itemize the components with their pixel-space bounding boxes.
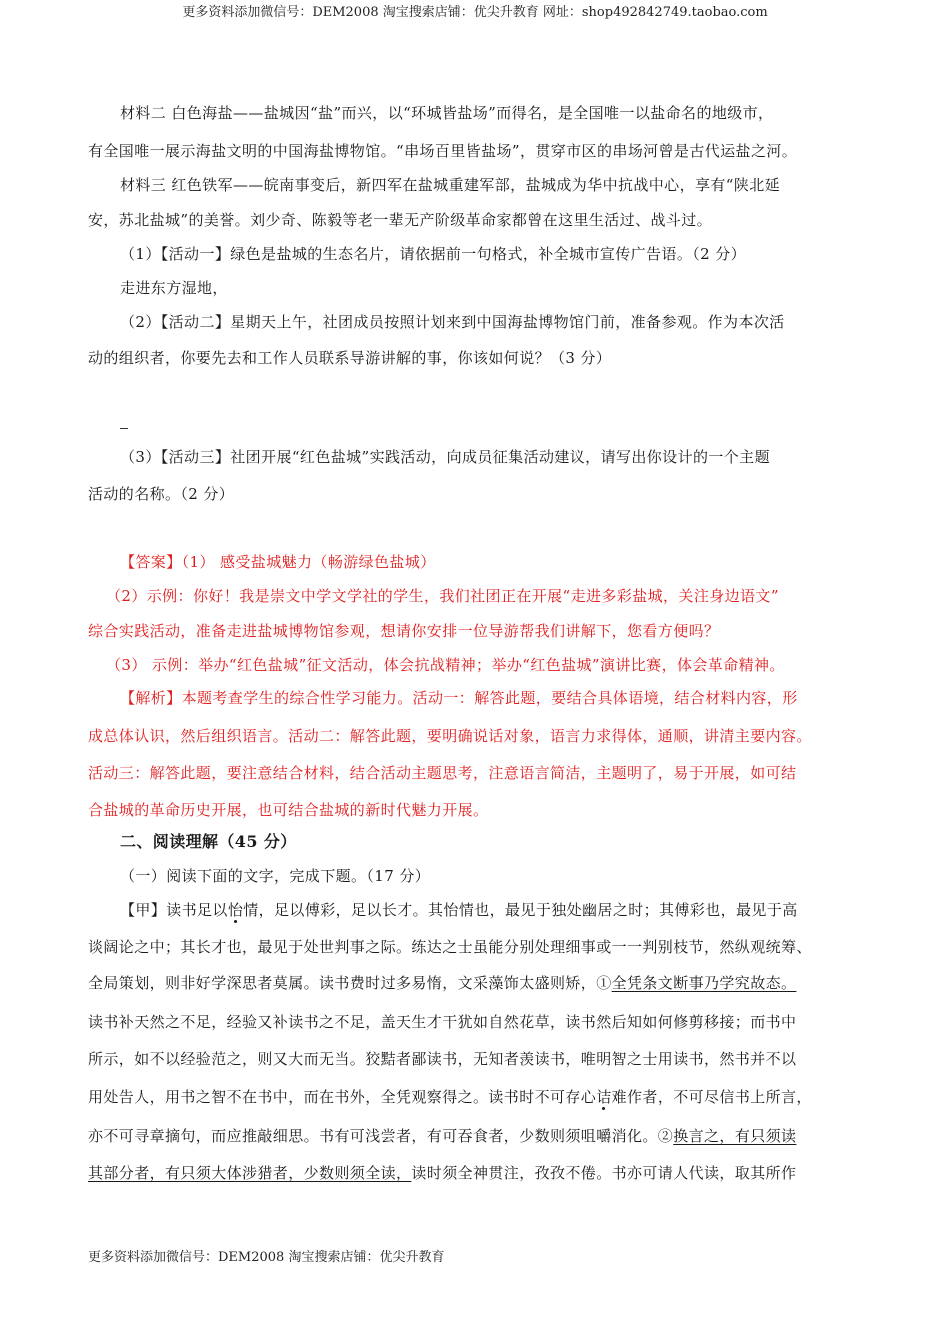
underlined-sentence-2-cont: 其部分者，有只须大体涉猎者，少数则须全读， bbox=[88, 1164, 412, 1182]
analysis-line3: 活动三：解答此题，要注意结合材料，结合活动主题思考，注意语言简洁，主题明了，易于开展，如可结 bbox=[88, 764, 797, 782]
passage-line2: 谈阔论之中；其长才也，最见于处世判事之际。练达之士虽能分别处理细事或一一判别枝节，然纵观统筹、 bbox=[88, 938, 812, 956]
material3-line1: 材料三 红色铁军——皖南事变后，新四军在盐城重建军部，盐城成为华中抗战中心，享有“陕北延 bbox=[120, 176, 781, 194]
answer-line4: （3） 示例：举办“红色盐城”征文活动，体会抗战精神；举办“红色盐城”演讲比赛，体会革命精神。 bbox=[106, 656, 785, 674]
passage-line5: 所示，如不以经验范之，则又大而无当。狡黠者鄙读书，无知者羡读书，唯明智之士用读书，然书并不以 bbox=[88, 1050, 797, 1068]
page-footer: 更多资料添加微信号：DEM2008 淘宝搜索店铺：优尖升教育 bbox=[88, 1250, 445, 1265]
passage-text: 读时须全神贯注，孜孜不倦。书亦可请人代读，取其所作 bbox=[411, 1164, 797, 1182]
question3-line2: 活动的名称。（2 分） bbox=[88, 485, 235, 503]
passage-line3 bbox=[88, 973, 796, 993]
dotted-char: 怡 bbox=[227, 901, 244, 919]
question2-line2: 动的组织者，你要先去和工作人员联系导游讲解的事，你该如何说？（3 分） bbox=[88, 349, 612, 367]
answer-blank-mark bbox=[120, 428, 128, 429]
passage-line4: 读书补天然之不足，经验又补读书之不足，盖天生才干犹如自然花草，读书然后知如何修剪移接；而书中 bbox=[88, 1013, 797, 1031]
analysis-line2: 成总体认识，然后组织语言。活动二：解答此题，要明确说话对象，语言力求得体，通顺，讲清主要内容。 bbox=[88, 727, 812, 745]
answer-line1: 【答案】（1） 感受盐城魅力（畅游绿色盐城） bbox=[120, 553, 436, 571]
passage-line8 bbox=[88, 1163, 796, 1183]
analysis-line1: 【解析】本题考查学生的综合性学习能力。活动一：解答此题，要结合具体语境，结合材料内容，形 bbox=[120, 689, 798, 707]
dotted-char: 诘 bbox=[596, 1088, 612, 1106]
question1-line2: 走进东方湿地， bbox=[120, 279, 228, 297]
material3-line2: 安，苏北盐城”的美誉。刘少奇、陈毅等老一辈无产阶级革命家都曾在这里生活过、战斗过。 bbox=[88, 211, 713, 229]
passage-line1 bbox=[120, 900, 798, 920]
question1-line1: （1）【活动一】绿色是盐城的生态名片，请依据前一句格式，补全城市宣传广告语。（2 分） bbox=[120, 245, 747, 263]
passage-line7 bbox=[88, 1126, 796, 1146]
passage-text: 全局策划，则非好学深思者莫属。读书费时过多易惰，文采藻饰太盛则矫，① bbox=[88, 974, 612, 992]
question3-line1: （3）【活动三】社团开展“红色盐城”实践活动，向成员征集活动建议，请写出你设计的一个主题 bbox=[120, 448, 770, 466]
answer-line3: 综合实践活动，准备走进盐城博物馆参观，想请你安排一位导游帮我们讲解下，您看方便吗？ bbox=[88, 622, 720, 640]
material2-line1: 材料二 白色海盐——盐城因“盐”而兴，以“环城皆盐场”而得名，是全国唯一以盐命名的地级市， bbox=[120, 104, 774, 122]
section-instruction: （一）阅读下面的文字，完成下题。（17 分） bbox=[120, 867, 431, 885]
analysis-line4: 合盐城的革命历史开展，也可结合盐城的新时代魅力开展。 bbox=[88, 801, 489, 819]
passage-text: 亦不可寻章摘句，而应推敲细思。书有可浅尝者，有可吞食者，少数则须咀嚼消化。② bbox=[88, 1127, 674, 1145]
underlined-sentence-2: 换言之，有只须读 bbox=[673, 1127, 797, 1145]
material2-line2: 有全国唯一展示海盐文明的中国海盐博物馆。“串场百里皆盐场”，贯穿市区的串场河曾是古代运盐之河。 bbox=[88, 142, 798, 160]
underlined-sentence-1: 全凭条文断事乃学究故态。 bbox=[611, 974, 797, 992]
page-header: 更多资料添加微信号：DEM2008 淘宝搜索店铺：优尖升教育 网址：shop492842749.taobao.com bbox=[182, 5, 768, 20]
passage-text: 用处告人，用书之智不在书中，而在书外，全凭观察得之。读书时不可存心 bbox=[88, 1088, 597, 1106]
section-title: 二、阅读理解（45 分） bbox=[120, 832, 297, 851]
passage-text: 【甲】读书足以 bbox=[120, 901, 228, 919]
answer-line2: （2）示例：你好！我是崇文中学文学社的学生，我们社团正在开展“走进多彩盐城，关注身边语文” bbox=[106, 587, 779, 605]
passage-text: 情，足以傅彩，足以长才。其怡情也，最见于独处幽居之时；其傅彩也，最见于高 bbox=[243, 901, 798, 919]
question2-line1: （2）【活动二】星期天上午，社团成员按照计划来到中国海盐博物馆门前，准备参观。作为本次活 bbox=[120, 313, 785, 331]
passage-line6 bbox=[88, 1087, 812, 1107]
passage-text: 难作者，不可尽信书上所言， bbox=[611, 1088, 812, 1106]
